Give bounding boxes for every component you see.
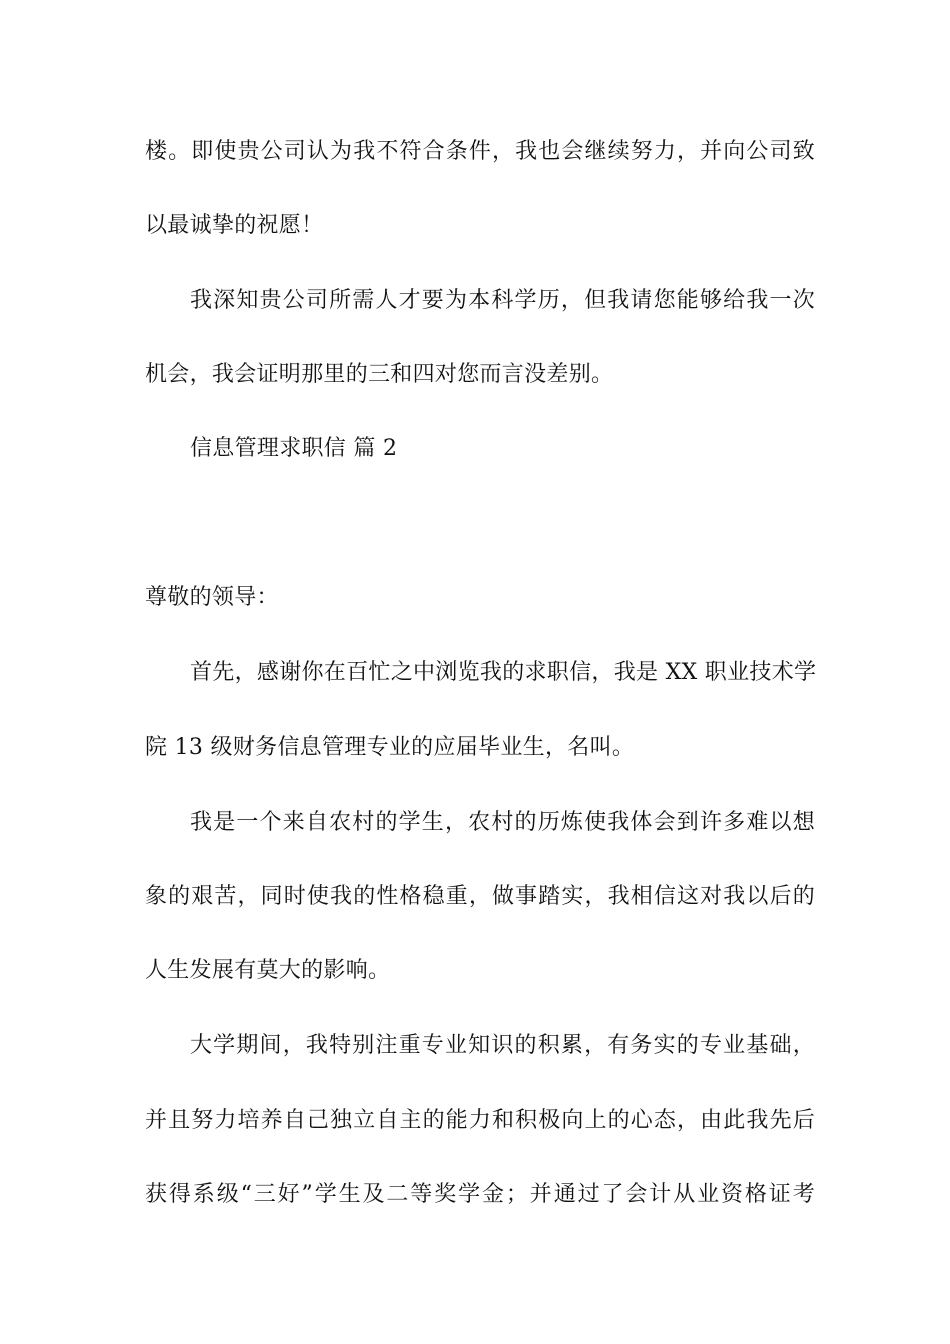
paragraph-line: 大学期间，我特别注重专业知识的积累，有务实的专业基础， [190,1033,815,1058]
paragraph-line: 机会，我会证明那里的三和四对您而言没差别。 [145,362,614,387]
paragraph-line: 首先，感谢你在百忙之中浏览我的求职信，我是 XX 职业技术学 [190,660,817,685]
paragraph-line: 楼。即使贵公司认为我不符合条件，我也会继续努力，并向公司致 [145,139,815,164]
paragraph-line: 我是一个来自农村的学生，农村的历炼使我体会到许多难以想 [190,810,815,835]
paragraph-line: 我深知贵公司所需人才要为本科学历，但我请您能够给我一次 [190,288,815,313]
paragraph-line: 以最诚挚的祝愿！ [145,213,324,238]
salutation: 尊敬的领导： [145,585,279,610]
paragraph-line: 院 13 级财务信息管理专业的应届毕业生，名叫。 [145,735,635,760]
paragraph-line: 象的艰苦，同时使我的性格稳重，做事踏实，我相信这对我以后的 [145,884,815,909]
paragraph-line: 获得系级“三好”学生及二等奖学金；并通过了会计从业资格证考 [145,1182,815,1207]
paragraph-line: 并且努力培养自己独立自主的能力和积极向上的心态，由此我先后 [145,1108,815,1133]
paragraph-line: 人生发展有莫大的影响。 [145,958,391,983]
section-heading: 信息管理求职信 篇 2 [190,436,398,461]
